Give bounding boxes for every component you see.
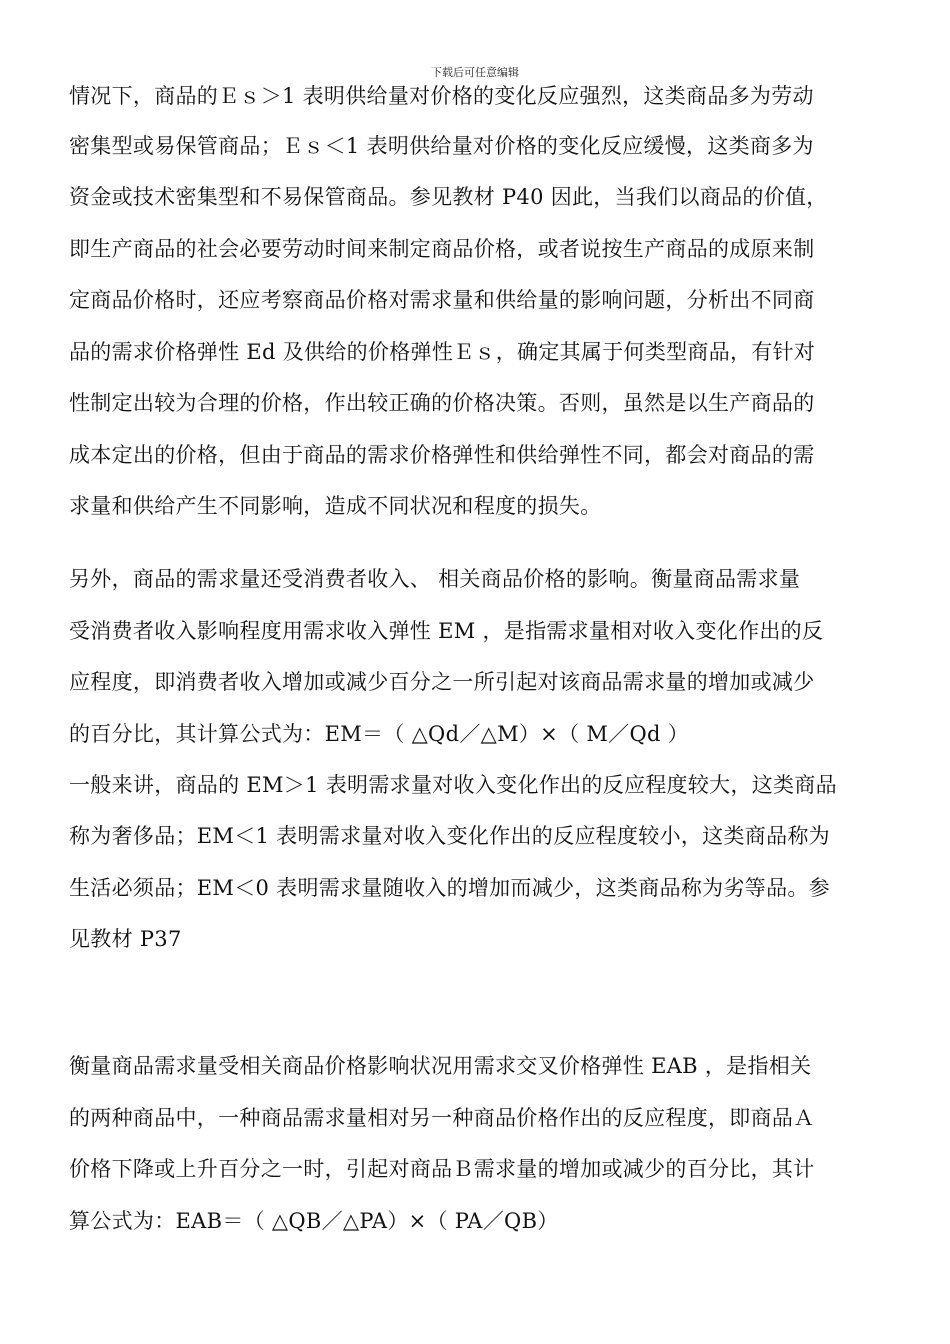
text-line: 性制定出较为合理的价格，作出较正确的价格决策。否则，虽然是以生产商品的 (69, 391, 815, 415)
formula-line: 的百分比，其计算公式为：EM＝（ △Qd／△M）×（ M／Qd ） (69, 722, 689, 746)
text-line: 衡量商品需求量受相关商品价格影响状况用需求交叉价格弹性 EAB ，是指相关 (69, 1054, 812, 1078)
text-line: 一般来讲，商品的 EM＞1 表明需求量对收入变化作出的反应程度较大，这类商品 (69, 773, 837, 797)
text-line: 另外，商品的需求量还受消费者收入、 相关商品价格的影响。衡量商品需求量 (69, 567, 801, 591)
text-line: 受消费者收入影响程度用需求收入弹性 EM ，是指需求量相对收入变化作出的反 (69, 619, 824, 643)
text-line: 称为奢侈品；EM＜1 表明需求量对收入变化作出的反应程度较小，这类商品称为 (69, 824, 830, 848)
text-line: 价格下降或上升百分之一时，引起对商品Ｂ需求量的增加或减少的百分比，其计 (69, 1157, 815, 1181)
text-line: 情况下，商品的Ｅｓ＞1 表明供给量对价格的变化反应强烈，这类商品多为劳动 (69, 84, 814, 108)
text-line: 资金或技术密集型和不易保管商品。参见教材 P40 因此，当我们以商品的价值， (69, 185, 828, 209)
text-line: 品的需求价格弹性 Ed 及供给的价格弹性Ｅｓ，确定其属于何类型商品，有针对 (69, 340, 816, 364)
text-line: 生活必须品；EM＜0 表明需求量随收入的增加而减少，这类商品称为劣等品。参 (69, 876, 830, 900)
text-line: 定商品价格时，还应考察商品价格对需求量和供给量的影响问题，分析出不同商 (69, 288, 815, 312)
text-line: 成本定出的价格，但由于商品的需求价格弹性和供给弹性不同，都会对商品的需 (69, 443, 815, 467)
text-line: 求量和供给产生不同影响，造成不同状况和程度的损失。 (69, 494, 602, 518)
text-line: 的两种商品中，一种商品需求量相对另一种商品价格作出的反应程度，即商品Ａ (69, 1106, 815, 1130)
text-line: 应程度，即消费者收入增加或减少百分之一所引起对该商品需求量的增加或减少 (69, 670, 815, 694)
formula-line: 算公式为：EAB＝（ △QB／△PA）×（ PA／QB） (69, 1209, 559, 1233)
text-line: 见教材 P37 (69, 927, 182, 951)
text-line: 密集型或易保管商品；Ｅｓ＜1 表明供给量对价格的变化反应缓慢，这类商多为 (69, 134, 814, 158)
text-line: 即生产商品的社会必要劳动时间来制定商品价格，或者说按生产商品的成原来制 (69, 237, 815, 261)
header-note: 下载后可任意编辑 (431, 66, 519, 79)
